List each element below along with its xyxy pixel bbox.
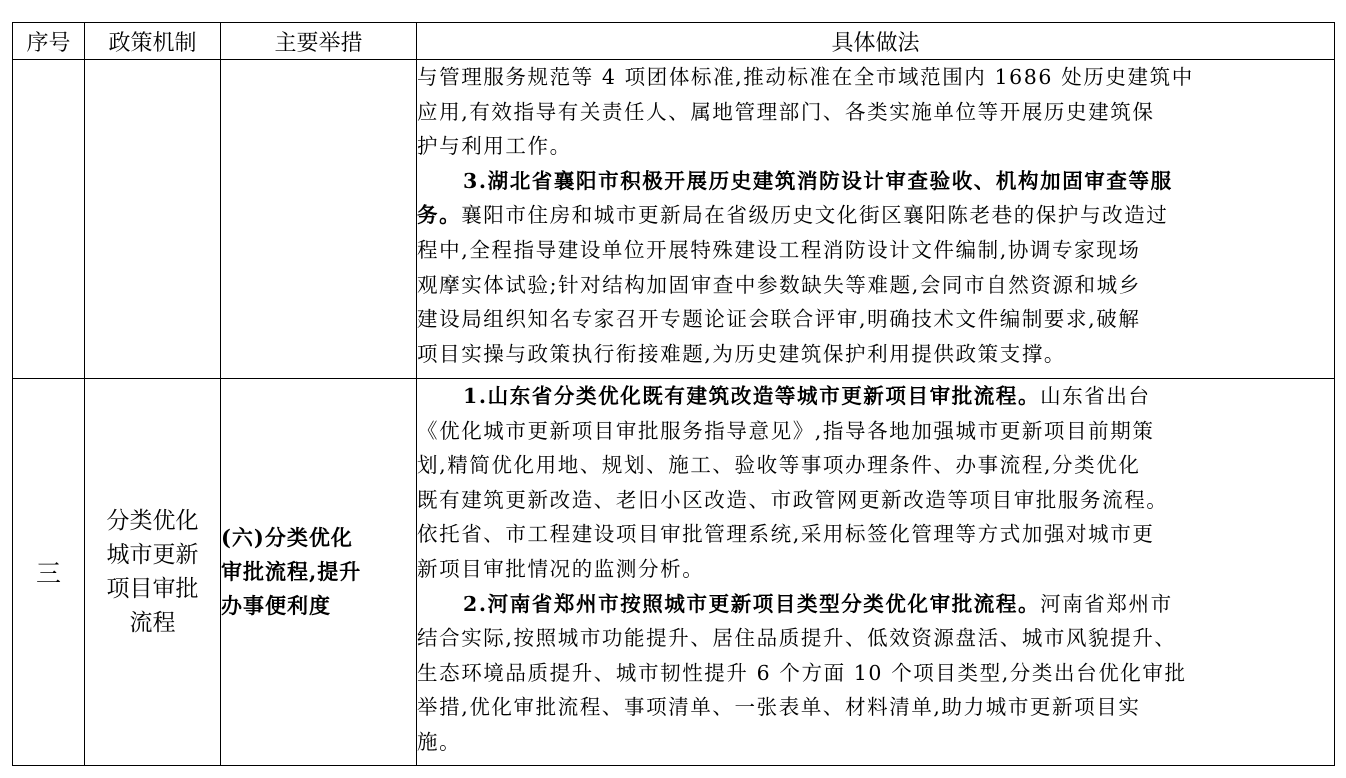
row-measure-cell [221,60,417,379]
practice-line: 生态环境品质提升、城市韧性提升 6 个方面 10 个项目类型,分类出台优化审批 [417,660,1187,685]
practice-line: 应用,有效指导有关责任人、属地管理部门、各类实施单位等开展历史建筑保 [417,99,1155,124]
table-row [13,379,1335,766]
practice-line: 施。 [417,729,462,754]
practice-line: 依托省、市工程建设项目审批管理系统,采用标签化管理等方式加强对城市更 [417,522,1155,547]
practice-line: 划,精简优化用地、规划、施工、验收等事项办理条件、办事流程,分类优化 [417,453,1141,478]
case-heading: 务。 [417,203,462,228]
header-mechanism: 政策机制 [85,23,221,60]
header-measure: 主要举措 [221,23,417,60]
practice-line: 项目实操与政策执行衔接难题,为历史建筑保护利用提供政策支撑。 [417,341,1067,366]
row-seq-cell: 三 [13,379,85,766]
practice-line: 结合实际,按照城市功能提升、居住品质提升、低效资源盘活、城市风貌提升、 [417,626,1177,651]
practice-line: 《优化城市更新项目审批服务指导意见》,指导各地加强城市更新项目前期策 [417,418,1155,443]
practice-line: 务。襄阳市住房和城市更新局在省级历史文化街区襄阳陈老巷的保护与改造过 [417,203,1169,228]
practice-line: 1.山东省分类优化既有建筑改造等城市更新项目审批流程。山东省出台 [463,384,1151,408]
practice-line: 2.河南省郑州市按照城市更新项目类型分类优化审批流程。河南省郑州市 [463,591,1173,616]
row-measure-cell: (六)分类优化 审批流程,提升 办事便利度 [221,379,417,766]
practice-line: 建设局组织知名专家召开专题论证会联合评审,明确技术文件编制要求,破解 [417,307,1141,332]
row-mechanism-cell [85,60,221,379]
table-row [13,60,1335,379]
row-practice-cell [417,60,1335,379]
header-seq: 序号 [13,23,85,60]
row-practice-cell [417,379,1335,766]
practice-line: 举措,优化审批流程、事项清单、一张表单、材料清单,助力城市更新项目实 [417,695,1141,720]
practice-line: 新项目审批情况的监测分析。 [417,556,705,581]
practice-line: 观摩实体试验;针对结构加固审查中参数缺失等难题,会同市自然资源和城乡 [417,272,1141,297]
table-header-row [13,23,1335,60]
practice-line: 护与利用工作。 [417,134,572,159]
practice-line: 程中,全程指导建设单位开展特殊建设工程消防设计文件编制,协调专家现场 [417,237,1141,262]
policy-table [12,22,1335,766]
case-heading: 3.湖北省襄阳市积极开展历史建筑消防设计审查验收、机构加固审查等服 [463,168,1173,193]
row-mechanism-cell: 分类优化 城市更新 项目审批 流程 [85,379,221,766]
row-seq-cell [13,60,85,379]
case-heading: 2.河南省郑州市按照城市更新项目类型分类优化审批流程。 [463,591,1041,616]
practice-line: 与管理服务规范等 4 项团体标准,推动标准在全市域范围内 1686 处历史建筑中 [417,65,1194,89]
practice-line [417,164,1334,199]
practice-line: 既有建筑更新改造、老旧小区改造、市政管网更新改造等项目审批服务流程。 [417,487,1169,512]
case-heading: 1.山东省分类优化既有建筑改造等城市更新项目审批流程。 [463,384,1041,408]
header-practice: 具体做法 [417,23,1335,60]
